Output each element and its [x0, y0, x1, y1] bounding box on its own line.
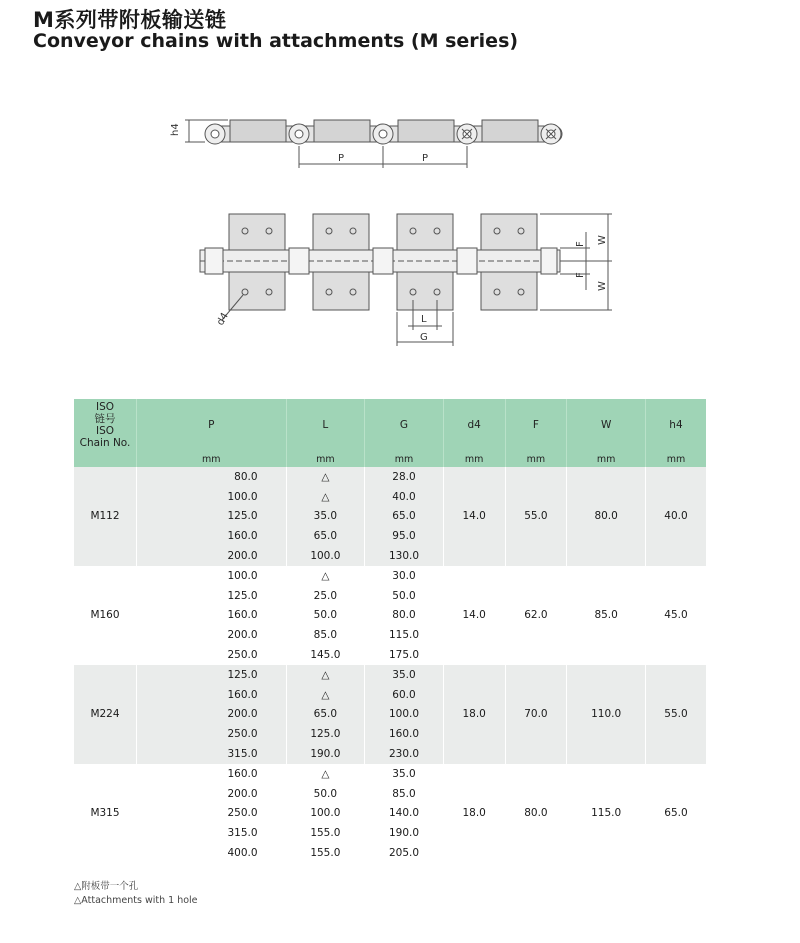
f-cell: 62.0 [505, 566, 567, 665]
table-header-row [74, 399, 706, 451]
w-cell: 80.0 [567, 467, 646, 566]
p-cell: 160.0 [137, 606, 287, 626]
p-label-1: P [338, 153, 345, 164]
l-cell: △ [286, 467, 365, 487]
header-chain-en: Chain No. [79, 437, 131, 449]
p-cell: 250.0 [137, 724, 287, 744]
d4-cell: 14.0 [443, 566, 505, 665]
p-cell: 400.0 [137, 843, 287, 863]
header-w: W [567, 399, 646, 451]
g-cell: 230.0 [365, 744, 444, 764]
g-cell: 28.0 [365, 467, 444, 487]
g-cell: 140.0 [365, 804, 444, 824]
unit-l: mm [286, 451, 365, 467]
p-cell: 100.0 [137, 566, 287, 586]
l-cell: 155.0 [286, 823, 365, 843]
h4-cell: 40.0 [645, 467, 706, 566]
l-cell: 125.0 [286, 724, 365, 744]
g-cell: 160.0 [365, 724, 444, 744]
p-cell: 200.0 [137, 784, 287, 804]
p-cell: 315.0 [137, 744, 287, 764]
g-cell: 40.0 [365, 487, 444, 507]
f-label-1: F [575, 241, 586, 247]
l-cell: 85.0 [286, 625, 365, 645]
footnote-cn: △附板带一个孔 [74, 881, 139, 892]
p-cell: 125.0 [137, 665, 287, 685]
h4-cell: 65.0 [645, 764, 706, 863]
p-cell: 250.0 [137, 645, 287, 665]
p-cell: 100.0 [137, 487, 287, 507]
g-cell: 60.0 [365, 685, 444, 705]
l-cell: 35.0 [286, 507, 365, 527]
unit-d4: mm [443, 451, 505, 467]
w-cell: 115.0 [567, 764, 646, 863]
side-view [185, 120, 562, 168]
g-cell: 85.0 [365, 784, 444, 804]
page-title-en: Conveyor chains with attachments (M series) [33, 30, 519, 52]
chain-no-cell: M112 [74, 467, 137, 566]
w-cell: 85.0 [567, 566, 646, 665]
p-cell: 125.0 [137, 507, 287, 527]
l-cell: 25.0 [286, 586, 365, 606]
page-title-cn: M系列带附板输送链 [33, 8, 227, 32]
d4-cell: 18.0 [443, 764, 505, 863]
p-cell: 80.0 [137, 467, 287, 487]
chain-drawing [0, 0, 800, 390]
g-cell: 205.0 [365, 843, 444, 863]
table-row [74, 566, 706, 586]
l-cell: 155.0 [286, 843, 365, 863]
p-cell: 200.0 [137, 705, 287, 725]
l-cell: 50.0 [286, 784, 365, 804]
unit-f: mm [505, 451, 567, 467]
header-chain-iso-1: ISO [95, 401, 115, 413]
header-f: F [505, 399, 567, 451]
p-cell: 200.0 [137, 546, 287, 566]
f-label-2: F [575, 272, 586, 278]
l-cell: 145.0 [286, 645, 365, 665]
l-cell: 100.0 [286, 804, 365, 824]
g-cell: 35.0 [365, 665, 444, 685]
l-cell: △ [286, 487, 365, 507]
p-cell: 125.0 [137, 586, 287, 606]
p-cell: 160.0 [137, 526, 287, 546]
chain-group-m315 [74, 764, 706, 863]
l-cell: 190.0 [286, 744, 365, 764]
l-cell: 100.0 [286, 546, 365, 566]
l-cell: 65.0 [286, 526, 365, 546]
chain-group-m160 [74, 566, 706, 665]
f-cell: 70.0 [505, 665, 567, 764]
header-p: P [137, 399, 287, 451]
l-cell: △ [286, 566, 365, 586]
table-row [74, 764, 706, 784]
f-cell: 80.0 [505, 764, 567, 863]
g-cell: 190.0 [365, 823, 444, 843]
p-cell: 315.0 [137, 823, 287, 843]
g-label: G [420, 332, 428, 343]
unit-g: mm [365, 451, 444, 467]
g-cell: 50.0 [365, 586, 444, 606]
header-d4: d4 [443, 399, 505, 451]
header-chain-iso-2: ISO [95, 425, 115, 437]
chain-no-cell: M315 [74, 764, 137, 863]
h4-label: h4 [170, 123, 181, 136]
chain-no-cell: M160 [74, 566, 137, 665]
chain-no-cell: M224 [74, 665, 137, 764]
table-row [74, 665, 706, 685]
w-label-2: W [597, 281, 608, 291]
l-cell: △ [286, 685, 365, 705]
unit-h4: mm [645, 451, 706, 467]
footnote-en: △Attachments with 1 hole [74, 895, 198, 906]
d4-cell: 18.0 [443, 665, 505, 764]
h4-cell: 55.0 [645, 665, 706, 764]
d4-label: d4 [215, 310, 231, 328]
unit-chain [74, 451, 137, 467]
g-cell: 95.0 [365, 526, 444, 546]
l-cell: 50.0 [286, 606, 365, 626]
spec-table [74, 399, 706, 863]
g-cell: 80.0 [365, 606, 444, 626]
header-chain-no [74, 399, 137, 451]
unit-w: mm [567, 451, 646, 467]
l-label: L [421, 314, 427, 325]
unit-p: mm [137, 451, 287, 467]
g-cell: 65.0 [365, 507, 444, 527]
p-cell: 200.0 [137, 625, 287, 645]
header-chain-cn: 链号 [94, 413, 116, 425]
p-label-2: P [422, 153, 429, 164]
footnotes [74, 880, 198, 908]
p-cell: 160.0 [137, 685, 287, 705]
l-cell: △ [286, 764, 365, 784]
header-h4: h4 [645, 399, 706, 451]
g-cell: 35.0 [365, 764, 444, 784]
header-l: L [286, 399, 365, 451]
chain-group-m112 [74, 467, 706, 566]
d4-cell: 14.0 [443, 467, 505, 566]
l-cell: 65.0 [286, 705, 365, 725]
p-cell: 160.0 [137, 764, 287, 784]
g-cell: 30.0 [365, 566, 444, 586]
top-view [200, 214, 612, 346]
f-cell: 55.0 [505, 467, 567, 566]
g-cell: 130.0 [365, 546, 444, 566]
g-cell: 100.0 [365, 705, 444, 725]
l-cell: △ [286, 665, 365, 685]
table-row [74, 467, 706, 487]
w-cell: 110.0 [567, 665, 646, 764]
g-cell: 175.0 [365, 645, 444, 665]
p-cell: 250.0 [137, 804, 287, 824]
header-g: G [365, 399, 444, 451]
h4-cell: 45.0 [645, 566, 706, 665]
g-cell: 115.0 [365, 625, 444, 645]
w-label-1: W [597, 235, 608, 245]
table-units-row [74, 451, 706, 467]
chain-group-m224 [74, 665, 706, 764]
